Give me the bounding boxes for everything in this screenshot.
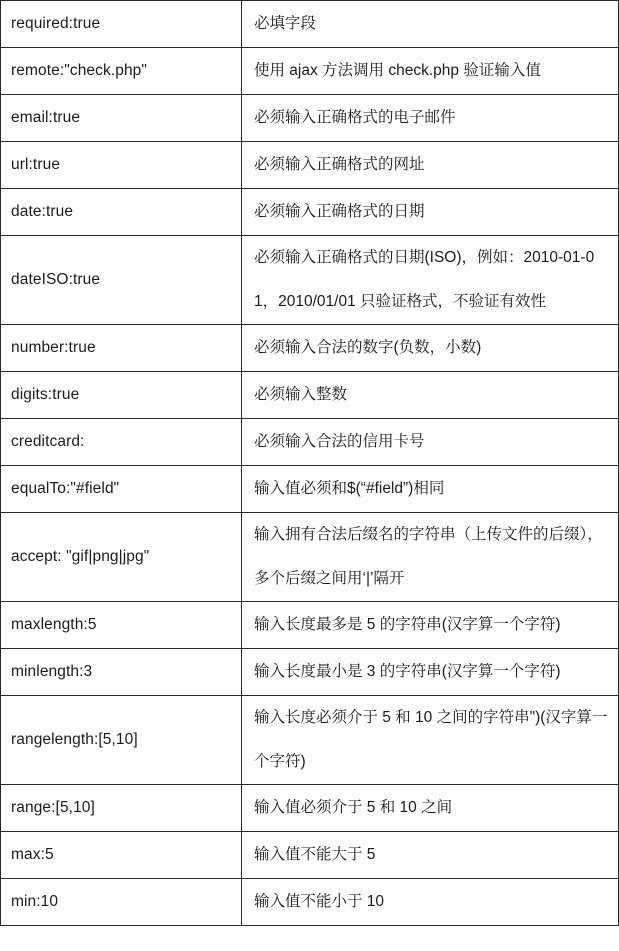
table-row xyxy=(1,832,619,879)
table-row xyxy=(1,142,619,189)
rule-cell: min:10 xyxy=(1,879,242,926)
description-cell: 输入拥有合法后缀名的字符串（上传文件的后缀），多个后缀之间用‘|’隔开 xyxy=(242,513,619,602)
description-cell: 必须输入合法的数字(负数，小数) xyxy=(242,325,619,372)
description-cell: 输入值不能小于 10 xyxy=(242,879,619,926)
rule-cell: range:[5,10] xyxy=(1,785,242,832)
rule-cell: required:true xyxy=(1,1,242,48)
description-cell: 必须输入正确格式的电子邮件 xyxy=(242,95,619,142)
description-cell: 必须输入合法的信用卡号 xyxy=(242,419,619,466)
rule-cell: remote:"check.php" xyxy=(1,48,242,95)
table-row xyxy=(1,236,619,325)
rule-cell: maxlength:5 xyxy=(1,602,242,649)
table-row xyxy=(1,879,619,926)
table-row xyxy=(1,513,619,602)
description-cell: 输入长度必须介于 5 和 10 之间的字符串")(汉字算一个字符) xyxy=(242,696,619,785)
description-cell: 必须输入正确格式的日期 xyxy=(242,189,619,236)
description-cell: 输入长度最小是 3 的字符串(汉字算一个字符) xyxy=(242,649,619,696)
rule-cell: equalTo:"#field" xyxy=(1,466,242,513)
rule-cell: number:true xyxy=(1,325,242,372)
rule-cell: url:true xyxy=(1,142,242,189)
table-row xyxy=(1,419,619,466)
table-row xyxy=(1,649,619,696)
table-row xyxy=(1,1,619,48)
table-row xyxy=(1,325,619,372)
rule-cell: minlength:3 xyxy=(1,649,242,696)
rule-cell: digits:true xyxy=(1,372,242,419)
rule-cell: accept: "gif|png|jpg" xyxy=(1,513,242,602)
description-cell: 输入值必须和$(“#field”)相同 xyxy=(242,466,619,513)
description-cell: 输入长度最多是 5 的字符串(汉字算一个字符) xyxy=(242,602,619,649)
rule-cell: dateISO:true xyxy=(1,236,242,325)
description-cell: 必须输入正确格式的日期(ISO)，例如：2010-01-01，2010/01/01 只验证格式，不验证有效性 xyxy=(242,236,619,325)
description-cell: 必须输入整数 xyxy=(242,372,619,419)
table-row xyxy=(1,696,619,785)
table-row xyxy=(1,372,619,419)
description-cell: 必填字段 xyxy=(242,1,619,48)
rule-cell: max:5 xyxy=(1,832,242,879)
table-body xyxy=(1,1,619,926)
table-row xyxy=(1,189,619,236)
description-cell: 输入值必须介于 5 和 10 之间 xyxy=(242,785,619,832)
table-row xyxy=(1,95,619,142)
table-row xyxy=(1,466,619,513)
rule-cell: date:true xyxy=(1,189,242,236)
rule-cell: email:true xyxy=(1,95,242,142)
description-cell: 必须输入正确格式的网址 xyxy=(242,142,619,189)
table-row xyxy=(1,785,619,832)
description-cell: 使用 ajax 方法调用 check.php 验证输入值 xyxy=(242,48,619,95)
table-row xyxy=(1,48,619,95)
description-cell: 输入值不能大于 5 xyxy=(242,832,619,879)
rule-cell: creditcard: xyxy=(1,419,242,466)
rule-cell: rangelength:[5,10] xyxy=(1,696,242,785)
table-row xyxy=(1,602,619,649)
